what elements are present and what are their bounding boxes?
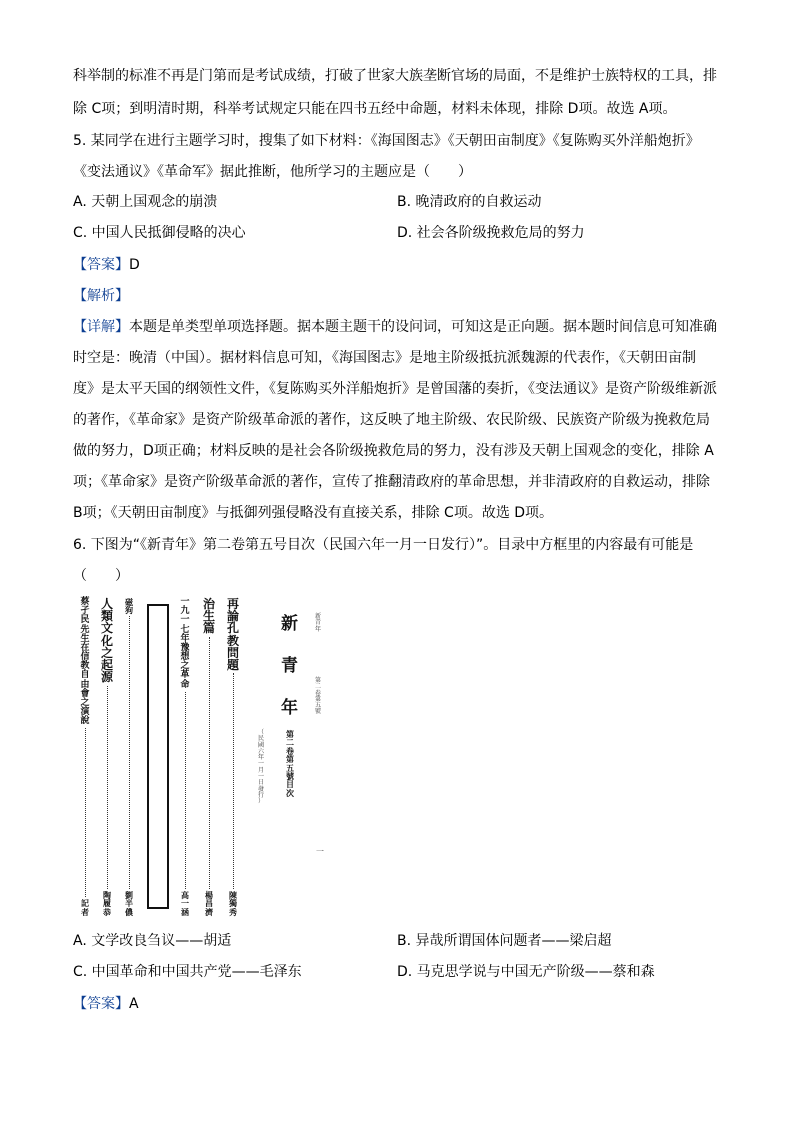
toc-leader-dots — [107, 686, 108, 889]
toc-entry-author: 陳 獨 秀 — [229, 889, 237, 917]
q6-option-b: B. 异哉所谓国体问题者——梁启超 — [397, 933, 612, 949]
toc-leader-dots — [209, 637, 210, 889]
toc-entry-author: 記 者 — [81, 898, 89, 917]
q5-option-a: A. 天朝上国观念的崩溃 — [73, 194, 218, 210]
intro-line-1: 科举制的标准不再是门第而是考试成绩，打破了世家大族垄断官场的局面，不是维护士族特权的工具，排 — [73, 68, 717, 84]
q5-option-c: C. 中国人民抵御侵略的决心 — [73, 225, 246, 241]
toc-entry-author: 高 一 涵 — [181, 889, 189, 917]
q5-detail-line-5: 做的努力，D项正确；材料反映的是社会各阶级挽救危局的努力，没有涉及天朝上国观念的变化，排除 A — [73, 443, 714, 459]
q5-detail-line-7: B项；《天朝田亩制度》与抵御列强侵略没有直接关系，排除 C项。故选 D项。 — [73, 505, 554, 521]
answer-tag: 【答案】 — [73, 257, 129, 273]
q6-option-c: C. 中国革命和中国共产党——毛泽东 — [73, 964, 302, 980]
toc-entry — [100, 598, 114, 916]
page-mark: 一 — [316, 847, 324, 856]
q5-answer — [73, 256, 140, 274]
toc-blank-box — [147, 604, 169, 909]
magazine-title-char-1: 新 — [281, 614, 298, 634]
q5-stem-line-2: 《变法通议》《革命军》据此推断，他所学习的主题应是（ ） — [73, 164, 472, 180]
q6-stem-line-1: 6. 下图为“《新青年》第二卷第五号目次（民国六年一月一日发行）”。目录中方框里的内容最有可能是 — [73, 537, 694, 553]
toc-entry — [202, 598, 216, 916]
q6-answer — [73, 995, 139, 1013]
toc-entry-author: 楊 昌 濟 — [205, 889, 213, 917]
toc-figure — [78, 598, 336, 916]
q5-detail-line-2: 时空是：晚清（中国）。据材料信息可知，《海国图志》是地主阶级抵抗派魏源的代表作，《天朝田亩制 — [73, 350, 696, 366]
answer-tag: 【答案】 — [73, 996, 129, 1012]
header-mark: 新 青 年 — [315, 613, 322, 633]
q5-option-b: B. 晚清政府的自救运动 — [397, 194, 542, 210]
toc-leader-dots — [185, 692, 186, 889]
q5-analysis-tag: 【解析】 — [73, 288, 129, 304]
q5-detail-line-4: 的著作，《革命家》是资产阶级革命派的著作，这反映了地主阶级、农民阶级、民族资产阶级为挽救危局 — [73, 412, 710, 428]
magazine-title-char-3: 年 — [281, 698, 298, 718]
toc-entry-title: 一 九 一 七 年 豫 想 之 革 命 — [180, 597, 190, 690]
q5-detail-line-1 — [73, 318, 717, 336]
toc-entry-author: 劉 半 儂 — [125, 889, 133, 917]
toc-entry-title: 人 類 文 化 之 起 源 — [100, 597, 113, 685]
toc-entry — [226, 598, 240, 916]
issue-label: 第 二 卷 第 五 號 目 次 — [286, 729, 294, 798]
q5-stem-line-1: 5. 某同学在进行主题学习时，搜集了如下材料：《海国图志》《天朝田亩制度》《复陈购买外洋船炮折》 — [73, 133, 700, 149]
toc-leader-dots — [129, 616, 130, 889]
volume-mark: 第 二 卷 第 五 號 — [315, 677, 322, 716]
toc-leader-dots — [233, 673, 234, 888]
toc-entry — [122, 598, 136, 916]
answer-value: A — [129, 996, 139, 1012]
toc-entry-title: 磁 狗 — [125, 597, 133, 616]
toc-entry-title: 再 論 孔 教 問 題 — [226, 597, 239, 673]
toc-leader-dots — [85, 728, 86, 897]
q6-option-d: D. 马克思学说与中国无产阶级——蔡和森 — [397, 964, 655, 980]
q5-detail-line-6: 项；《革命家》是资产阶级革命派的著作，宣传了推翻清政府的革命思想，并非清政府的自救运动，排除 — [73, 474, 710, 490]
intro-line-2: 除 C项；到明清时期，科举考试规定只能在四书五经中命题，材料未体现，排除 D项。故选 A项。 — [73, 101, 677, 117]
toc-entry-author: 陶 履 恭 — [103, 889, 111, 917]
issue-date: （ 民 國 六 年 一 月 一 日 發 行 ） — [258, 729, 265, 806]
toc-entry — [78, 598, 92, 916]
q5-detail-line-3: 度》是太平天国的纲领性文件，《复陈购买外洋船炮折》是曾国藩的奏折，《变法通议》是资产阶级维新派 — [73, 381, 717, 397]
q6-stem-line-2: （ ） — [73, 568, 129, 584]
magazine-title-char-2: 青 — [281, 656, 298, 676]
answer-value: D — [129, 257, 140, 273]
toc-entry-title: 治 生 篇 — [202, 597, 215, 636]
toc-entry-title: 蔡 孑 民 先 生 在 信 教 自 由 會 之 演 說 — [80, 597, 90, 727]
detail-text: 本题是单类型单项选择题。据本题主题干的设问词，可知这是正向题。据本题时间信息可知准确 — [129, 319, 717, 335]
q5-option-d: D. 社会各阶级挽救危局的努力 — [397, 225, 585, 241]
toc-entry — [178, 598, 192, 916]
q6-option-a: A. 文学改良刍议——胡适 — [73, 933, 232, 949]
detail-tag: 【详解】 — [73, 319, 129, 335]
